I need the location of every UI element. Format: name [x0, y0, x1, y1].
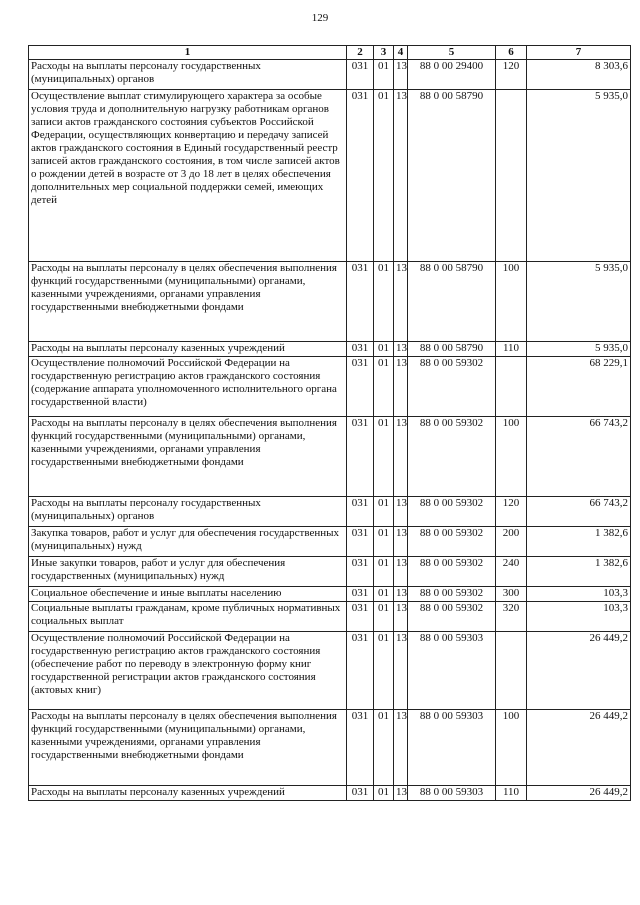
budget-table — [28, 45, 631, 801]
target-article-cell: 88 0 00 59303 — [408, 710, 496, 786]
description-cell: Расходы на выплаты персоналу государственных (муниципальных) органов — [29, 60, 347, 90]
section-code-cell: 01 — [374, 602, 394, 632]
section-code-cell: 01 — [374, 90, 394, 262]
amount-cell: 66 743,2 — [527, 497, 631, 527]
section-code-cell: 01 — [374, 497, 394, 527]
ministry-code-cell: 031 — [347, 60, 374, 90]
ministry-code-cell: 031 — [347, 527, 374, 557]
table-row — [29, 357, 631, 417]
ministry-code-cell: 031 — [347, 602, 374, 632]
description-cell: Расходы на выплаты персоналу казенных учреждений — [29, 786, 347, 801]
expense-type-cell — [496, 357, 527, 417]
table-row — [29, 342, 631, 357]
ministry-code-cell: 031 — [347, 342, 374, 357]
target-article-cell: 88 0 00 59302 — [408, 587, 496, 602]
ministry-code-cell: 031 — [347, 497, 374, 527]
description-cell: Закупка товаров, работ и услуг для обеспечения государственных (муниципальных) нужд — [29, 527, 347, 557]
section-code-cell: 01 — [374, 262, 394, 342]
ministry-code-cell: 031 — [347, 357, 374, 417]
table-row — [29, 527, 631, 557]
table-row — [29, 587, 631, 602]
subsection-code-cell: 13 — [394, 90, 408, 262]
amount-cell: 5 935,0 — [527, 342, 631, 357]
expense-type-cell: 100 — [496, 417, 527, 497]
description-cell: Осуществление полномочий Российской Федерации на государственную регистрацию актов гражданского состояния (обеспечение работ по переводу в электронную форму книг государственной регистрации актов гражданского состояния (актовых книг) — [29, 632, 347, 710]
column-header: 4 — [394, 46, 408, 60]
description-cell: Осуществление выплат стимулирующего характера за особые условия труда и дополнительную нагрузку работникам органов записи актов гражданского состояния субъектов Российской Федерации, осуществляющих конвертацию и передачу записей актов гражданского состояния в Единый государственный реестр записей актов гражданского состояния, в том числе записей актов о рождении детей в возрасте от 3 до 18 лет в целях обеспечения дополнительных мер социальной поддержки семей, имеющих детей — [29, 90, 347, 262]
description-cell: Расходы на выплаты персоналу в целях обеспечения выполнения функций государственными (муниципальными) органами, казенными учреждениями, органами управления государственными внебюджетными фондами — [29, 262, 347, 342]
subsection-code-cell: 13 — [394, 262, 408, 342]
target-article-cell: 88 0 00 59302 — [408, 497, 496, 527]
ministry-code-cell: 031 — [347, 632, 374, 710]
subsection-code-cell: 13 — [394, 557, 408, 587]
subsection-code-cell: 13 — [394, 602, 408, 632]
table-row — [29, 710, 631, 786]
target-article-cell: 88 0 00 29400 — [408, 60, 496, 90]
table-row — [29, 417, 631, 497]
description-cell: Социальное обеспечение и иные выплаты населению — [29, 587, 347, 602]
ministry-code-cell: 031 — [347, 710, 374, 786]
amount-cell: 8 303,6 — [527, 60, 631, 90]
table-row — [29, 786, 631, 801]
description-cell: Осуществление полномочий Российской Федерации на государственную регистрацию актов гражданского состояния (содержание аппарата уполномоченного исполнительного органа государственной власти) — [29, 357, 347, 417]
expense-type-cell: 300 — [496, 587, 527, 602]
description-cell: Социальные выплаты гражданам, кроме публичных нормативных социальных выплат — [29, 602, 347, 632]
target-article-cell: 88 0 00 59302 — [408, 417, 496, 497]
expense-type-cell: 320 — [496, 602, 527, 632]
amount-cell: 5 935,0 — [527, 90, 631, 262]
description-cell: Расходы на выплаты персоналу казенных учреждений — [29, 342, 347, 357]
ministry-code-cell: 031 — [347, 417, 374, 497]
amount-cell: 1 382,6 — [527, 527, 631, 557]
section-code-cell: 01 — [374, 342, 394, 357]
table-row — [29, 60, 631, 90]
target-article-cell: 88 0 00 58790 — [408, 90, 496, 262]
target-article-cell: 88 0 00 59303 — [408, 786, 496, 801]
table-row — [29, 90, 631, 262]
column-header: 6 — [496, 46, 527, 60]
page-number: 129 — [311, 12, 329, 24]
subsection-code-cell: 13 — [394, 417, 408, 497]
ministry-code-cell: 031 — [347, 587, 374, 602]
target-article-cell: 88 0 00 59302 — [408, 527, 496, 557]
column-header: 3 — [374, 46, 394, 60]
section-code-cell: 01 — [374, 710, 394, 786]
target-article-cell: 88 0 00 58790 — [408, 262, 496, 342]
amount-cell: 103,3 — [527, 587, 631, 602]
amount-cell: 26 449,2 — [527, 710, 631, 786]
expense-type-cell: 110 — [496, 786, 527, 801]
description-cell: Расходы на выплаты персоналу государственных (муниципальных) органов — [29, 497, 347, 527]
amount-cell: 66 743,2 — [527, 417, 631, 497]
expense-type-cell: 200 — [496, 527, 527, 557]
description-cell: Иные закупки товаров, работ и услуг для обеспечения государственных (муниципальных) нужд — [29, 557, 347, 587]
section-code-cell: 01 — [374, 557, 394, 587]
expense-type-cell: 120 — [496, 60, 527, 90]
target-article-cell: 88 0 00 58790 — [408, 342, 496, 357]
table-row — [29, 602, 631, 632]
amount-cell: 5 935,0 — [527, 262, 631, 342]
table-row — [29, 557, 631, 587]
subsection-code-cell: 13 — [394, 342, 408, 357]
ministry-code-cell: 031 — [347, 90, 374, 262]
table-row — [29, 262, 631, 342]
amount-cell: 68 229,1 — [527, 357, 631, 417]
description-cell: Расходы на выплаты персоналу в целях обеспечения выполнения функций государственными (муниципальными) органами, казенными учреждениями, органами управления государственными внебюджетными фондами — [29, 710, 347, 786]
description-cell: Расходы на выплаты персоналу в целях обеспечения выполнения функций государственными (муниципальными) органами, казенными учреждениями, органами управления государственными внебюджетными фондами — [29, 417, 347, 497]
target-article-cell: 88 0 00 59302 — [408, 602, 496, 632]
amount-cell: 103,3 — [527, 602, 631, 632]
target-article-cell: 88 0 00 59302 — [408, 357, 496, 417]
section-code-cell: 01 — [374, 417, 394, 497]
expense-type-cell — [496, 632, 527, 710]
section-code-cell: 01 — [374, 587, 394, 602]
ministry-code-cell: 031 — [347, 786, 374, 801]
ministry-code-cell: 031 — [347, 262, 374, 342]
ministry-code-cell: 031 — [347, 557, 374, 587]
expense-type-cell: 110 — [496, 342, 527, 357]
subsection-code-cell: 13 — [394, 527, 408, 557]
section-code-cell: 01 — [374, 786, 394, 801]
amount-cell: 26 449,2 — [527, 632, 631, 710]
table-header-row — [29, 46, 631, 60]
section-code-cell: 01 — [374, 632, 394, 710]
target-article-cell: 88 0 00 59302 — [408, 557, 496, 587]
expense-type-cell: 100 — [496, 262, 527, 342]
column-header: 2 — [347, 46, 374, 60]
column-header: 7 — [527, 46, 631, 60]
section-code-cell: 01 — [374, 60, 394, 90]
section-code-cell: 01 — [374, 357, 394, 417]
amount-cell: 1 382,6 — [527, 557, 631, 587]
subsection-code-cell: 13 — [394, 357, 408, 417]
subsection-code-cell: 13 — [394, 710, 408, 786]
column-header: 5 — [408, 46, 496, 60]
subsection-code-cell: 13 — [394, 786, 408, 801]
table-row — [29, 497, 631, 527]
subsection-code-cell: 13 — [394, 60, 408, 90]
expense-type-cell: 120 — [496, 497, 527, 527]
expense-type-cell: 100 — [496, 710, 527, 786]
amount-cell: 26 449,2 — [527, 786, 631, 801]
expense-type-cell — [496, 90, 527, 262]
column-header: 1 — [29, 46, 347, 60]
subsection-code-cell: 13 — [394, 587, 408, 602]
table-row — [29, 632, 631, 710]
subsection-code-cell: 13 — [394, 632, 408, 710]
target-article-cell: 88 0 00 59303 — [408, 632, 496, 710]
section-code-cell: 01 — [374, 527, 394, 557]
expense-type-cell: 240 — [496, 557, 527, 587]
subsection-code-cell: 13 — [394, 497, 408, 527]
